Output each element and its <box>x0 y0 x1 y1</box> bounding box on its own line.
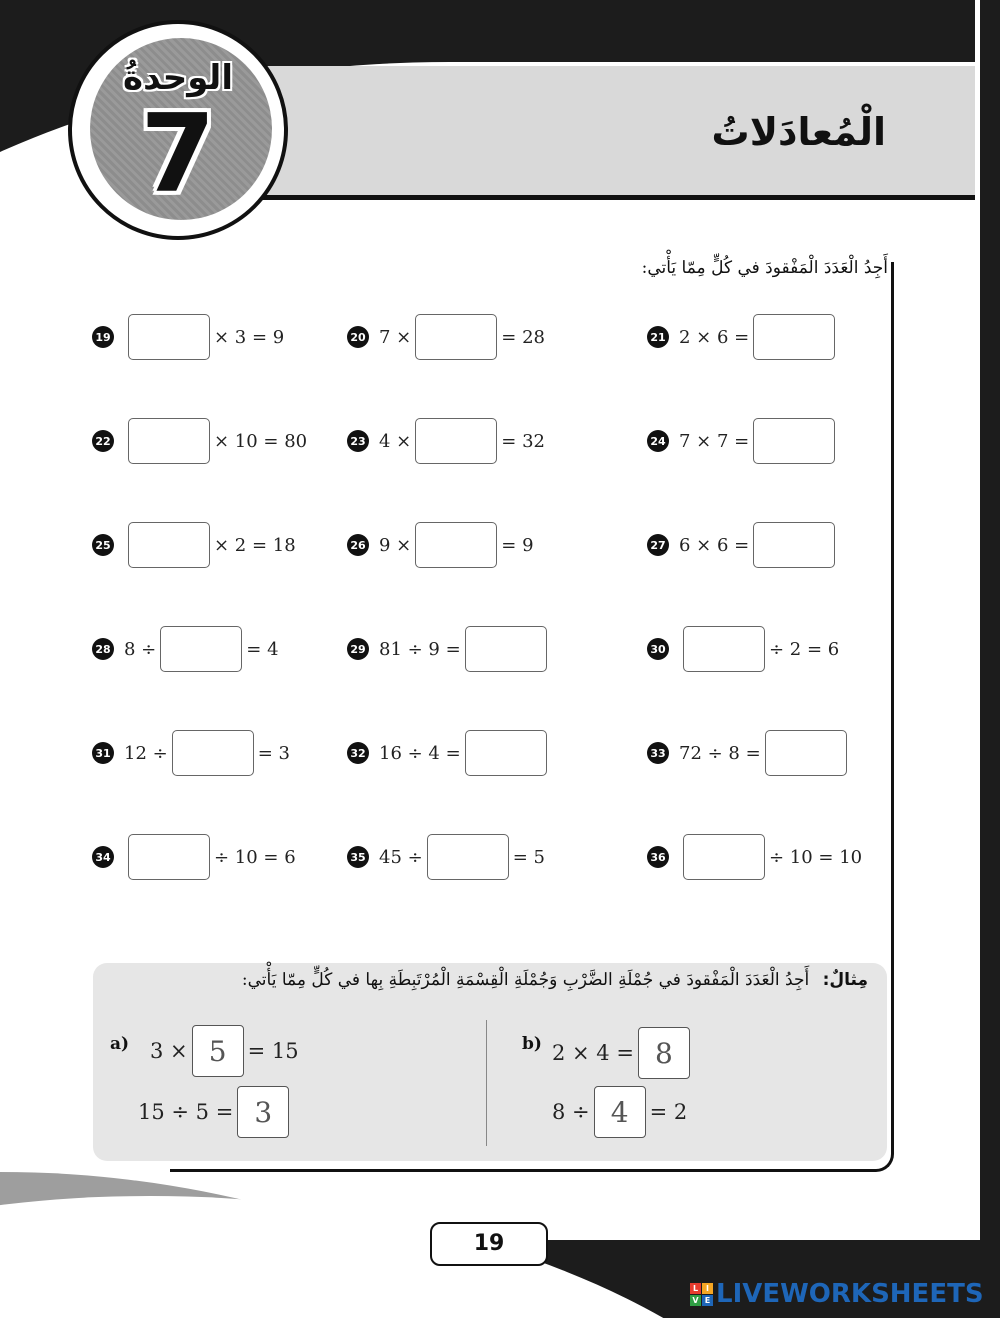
example-a-line2-before: 15 ÷ 5 = <box>138 1100 234 1124</box>
exercise-text-before: 7 × <box>379 326 412 348</box>
answer-box[interactable] <box>765 730 847 776</box>
exercise-item <box>92 626 279 672</box>
example-a-line2-answer: 3 <box>237 1086 289 1138</box>
exercise-text-before: 2 × 6 = <box>679 326 750 348</box>
exercise-text-after: × 10 = 80 <box>214 430 308 452</box>
exercise-text-after: × 2 = 18 <box>214 534 296 556</box>
exercise-text-after: = 4 <box>246 638 279 660</box>
unit-number: 7 <box>140 92 216 217</box>
exercise-text-after: = 28 <box>501 326 545 348</box>
exercise-number: 33 <box>647 742 669 764</box>
exercise-text-after: ÷ 10 = 10 <box>769 846 863 868</box>
example-divider <box>486 1020 487 1146</box>
exercise-text-before: 72 ÷ 8 = <box>679 742 761 764</box>
exercise-text-before: 9 × <box>379 534 412 556</box>
example-b-line2-after: = 2 <box>649 1100 688 1124</box>
exercise-text-after: ÷ 10 = 6 <box>214 846 296 868</box>
exercise-number: 27 <box>647 534 669 556</box>
exercise-text-after: × 3 = 9 <box>214 326 285 348</box>
exercise-number: 29 <box>347 638 369 660</box>
example-a-line1-after: = 15 <box>247 1039 299 1063</box>
example-a-line1 <box>150 1025 299 1077</box>
exercise-item <box>347 314 545 360</box>
exercise-number: 21 <box>647 326 669 348</box>
answer-box[interactable] <box>753 418 835 464</box>
exercise-number: 19 <box>92 326 114 348</box>
unit-label: الوحدةُ <box>123 58 233 98</box>
exercise-item <box>647 626 839 672</box>
example-instruction: أَجِدُ الْعَدَدَ الْمَفْقودَ في جُمْلَةِ الضَّرْبِ وَجُمْلَةِ الْقِسْمَةِ الْمُرْتَبِطَةِ بِها في كُلٍّ مِمّا يَأْتي: <box>241 970 810 990</box>
exercise-text-before: 6 × 6 = <box>679 534 750 556</box>
exercise-item <box>347 418 545 464</box>
answer-box[interactable] <box>128 834 210 880</box>
chapter-title: الْمُعادَلاتُ <box>711 110 886 154</box>
exercise-item <box>92 730 290 776</box>
exercise-item <box>347 522 534 568</box>
answer-box[interactable] <box>128 418 210 464</box>
exercise-text-after: = 9 <box>501 534 534 556</box>
example-a-label: a) <box>110 1034 130 1054</box>
exercise-item <box>347 834 545 880</box>
exercise-text-after: = 32 <box>501 430 545 452</box>
logo-grid-letter: L <box>690 1283 701 1294</box>
answer-box[interactable] <box>128 522 210 568</box>
exercise-text-before: 45 ÷ <box>379 846 423 868</box>
exercise-text-before: 16 ÷ 4 = <box>379 742 461 764</box>
exercise-number: 25 <box>92 534 114 556</box>
exercise-item <box>92 522 296 568</box>
exercise-text-before: 4 × <box>379 430 412 452</box>
exercise-number: 30 <box>647 638 669 660</box>
answer-box[interactable] <box>415 314 497 360</box>
instruction-text: أَجِدُ الْعَدَدَ الْمَفْقودَ في كُلٍّ مِمّا يَأْتي: <box>641 258 888 278</box>
example-a-line1-before: 3 × <box>150 1039 188 1063</box>
example-b-line2-answer: 4 <box>594 1086 646 1138</box>
exercise-text-after: = 3 <box>257 742 290 764</box>
right-edge-band-overlay <box>980 0 1000 1318</box>
answer-box[interactable] <box>465 730 547 776</box>
example-b-line2-before: 8 ÷ <box>552 1100 590 1124</box>
answer-box[interactable] <box>415 418 497 464</box>
exercise-item <box>647 834 862 880</box>
exercise-number: 35 <box>347 846 369 868</box>
exercise-number: 36 <box>647 846 669 868</box>
liveworksheets-logo[interactable] <box>690 1278 984 1310</box>
exercise-number: 32 <box>347 742 369 764</box>
example-a-line1-answer: 5 <box>192 1025 244 1077</box>
answer-box[interactable] <box>683 626 765 672</box>
example-b-line1-answer: 8 <box>638 1027 690 1079</box>
answer-box[interactable] <box>427 834 509 880</box>
exercise-item <box>647 418 839 464</box>
exercise-text-before: 12 ÷ <box>124 742 168 764</box>
exercise-item <box>92 418 307 464</box>
exercise-item <box>647 730 851 776</box>
logo-text: LIVEWORKSHEETS <box>716 1279 984 1309</box>
logo-grid-letter: V <box>690 1295 701 1306</box>
answer-box[interactable] <box>683 834 765 880</box>
exercise-number: 31 <box>92 742 114 764</box>
exercise-item <box>92 314 284 360</box>
exercise-item <box>92 834 296 880</box>
exercise-number: 34 <box>92 846 114 868</box>
logo-grid-letter: I <box>702 1283 713 1294</box>
page-number: 19 <box>430 1222 548 1266</box>
exercise-text-before: 8 ÷ <box>124 638 157 660</box>
example-b-line1-before: 2 × 4 = <box>552 1041 634 1065</box>
exercise-item <box>347 626 551 672</box>
example-label: مِثالٌ: <box>822 970 868 990</box>
example-b-label: b) <box>522 1034 542 1054</box>
exercise-text-after: = 5 <box>512 846 545 868</box>
exercise-number: 23 <box>347 430 369 452</box>
answer-box[interactable] <box>753 522 835 568</box>
exercise-number: 28 <box>92 638 114 660</box>
example-heading <box>241 970 868 990</box>
logo-grid-icon <box>690 1283 713 1306</box>
exercise-text-before: 7 × 7 = <box>679 430 750 452</box>
answer-box[interactable] <box>415 522 497 568</box>
exercise-number: 26 <box>347 534 369 556</box>
answer-box[interactable] <box>128 314 210 360</box>
exercise-number: 20 <box>347 326 369 348</box>
exercise-number: 24 <box>647 430 669 452</box>
exercise-item <box>647 522 839 568</box>
example-a-line2 <box>138 1086 293 1138</box>
exercise-item <box>347 730 551 776</box>
exercise-text-after: ÷ 2 = 6 <box>769 638 840 660</box>
exercise-text-before: 81 ÷ 9 = <box>379 638 461 660</box>
answer-box[interactable] <box>753 314 835 360</box>
example-b-line2 <box>552 1086 687 1138</box>
logo-grid-letter: E <box>702 1295 713 1306</box>
answer-box[interactable] <box>172 730 254 776</box>
answer-box[interactable] <box>465 626 547 672</box>
exercise-number: 22 <box>92 430 114 452</box>
exercise-item <box>647 314 839 360</box>
answer-box[interactable] <box>160 626 242 672</box>
example-b-line1 <box>552 1027 694 1079</box>
